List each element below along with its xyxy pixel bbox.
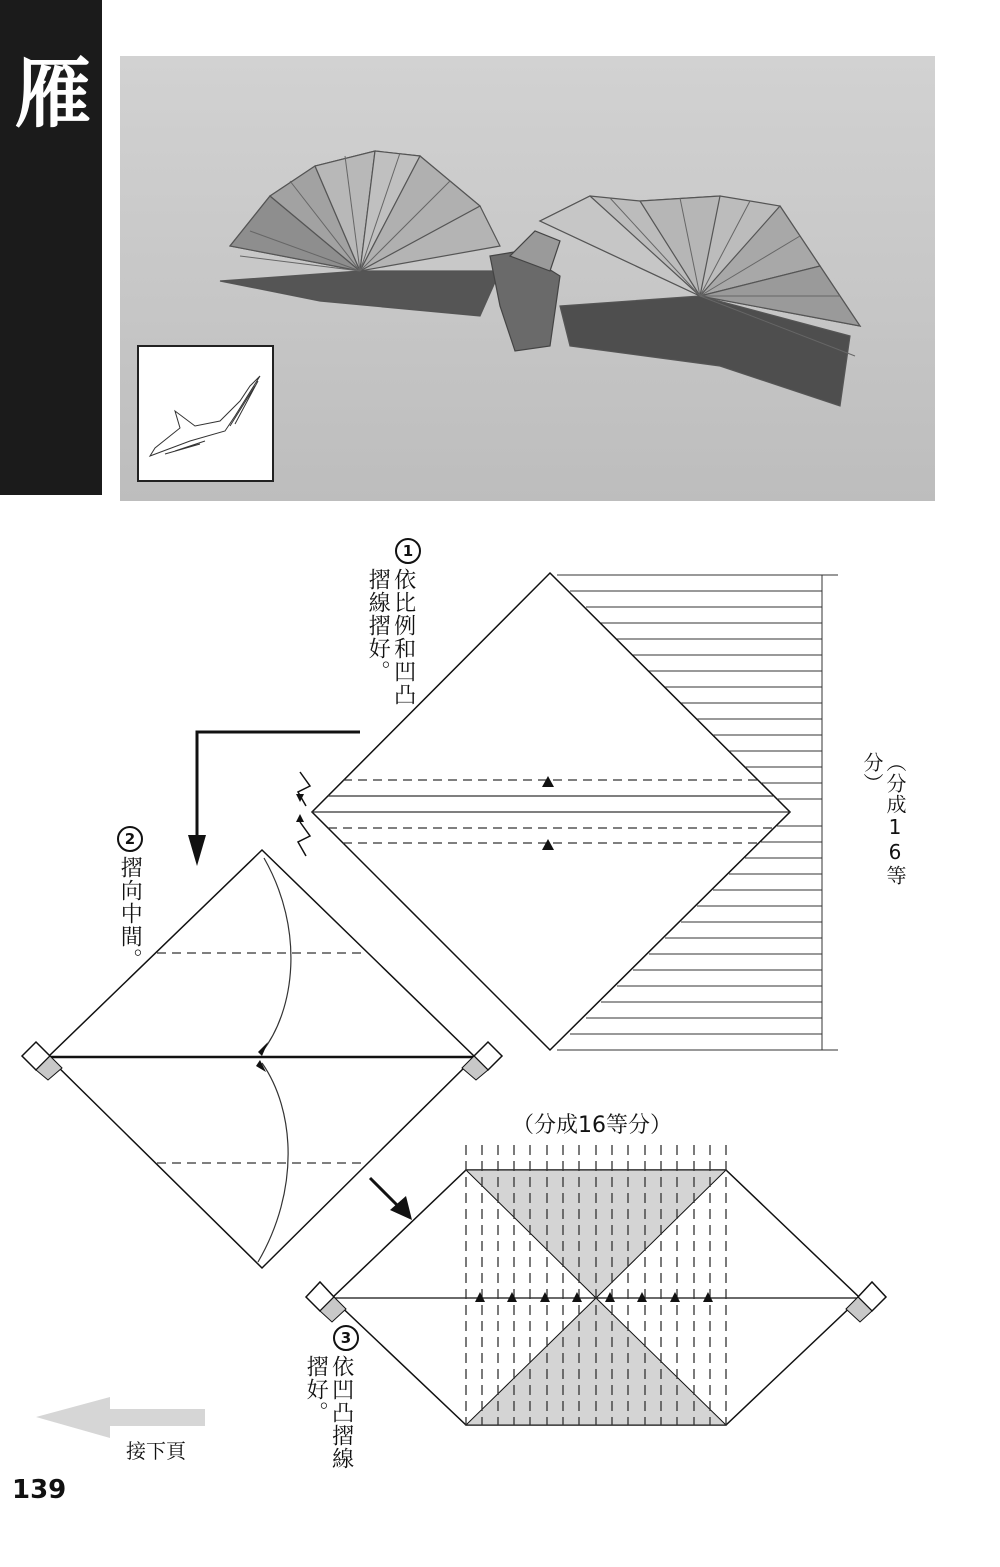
step3-number: 3 bbox=[333, 1325, 359, 1351]
step2-text: 摺向中間。 bbox=[117, 856, 143, 971]
page-number: 139 bbox=[12, 1475, 67, 1505]
arrow-step2-to-step3 bbox=[370, 1178, 412, 1220]
divide-label-horizontal: （分成16等分） bbox=[512, 1113, 672, 1138]
next-page-label: 接下頁 bbox=[126, 1439, 186, 1463]
step1-text: 依比例和凹凸摺線摺好。 bbox=[365, 568, 416, 706]
step3-diagram bbox=[306, 1145, 886, 1425]
step3-text: 依凹凸摺線摺好。 bbox=[303, 1355, 354, 1470]
step1-number: 1 bbox=[395, 538, 421, 564]
next-page-arrow-icon bbox=[36, 1397, 205, 1438]
divide-label-vertical: （分成16等分） bbox=[860, 752, 907, 886]
step2-number: 2 bbox=[117, 826, 143, 852]
page-title: 雁 bbox=[15, 49, 89, 138]
